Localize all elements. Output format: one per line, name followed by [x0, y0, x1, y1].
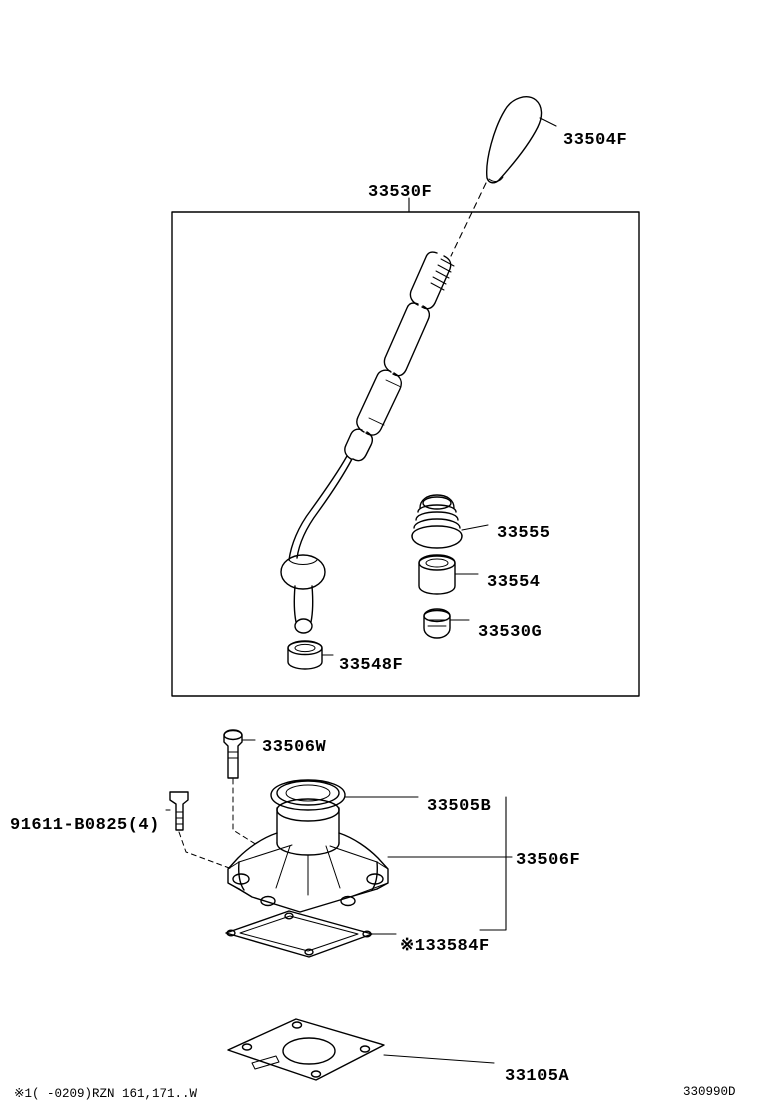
part-label-33506W: 33506W — [262, 738, 327, 757]
part-label-33584F: ※133584F — [400, 937, 490, 956]
footnote-text: ※1( -0209)RZN 161,171..W — [14, 1087, 198, 1101]
part-label-33506F: 33506F — [516, 851, 581, 870]
part-label-33554: 33554 — [487, 573, 541, 592]
drawing-number: 330990D — [683, 1085, 736, 1099]
part-label-33555: 33555 — [497, 524, 551, 543]
part-label-33530G: 33530G — [478, 623, 543, 642]
part-label-91611: 91611-B0825(4) — [10, 816, 160, 835]
part-label-33530F: 33530F — [368, 183, 433, 202]
part-label-33505B: 33505B — [427, 797, 492, 816]
part-label-33105A: 33105A — [505, 1067, 570, 1086]
assembly-frame — [172, 212, 639, 696]
part-label-33548F: 33548F — [339, 656, 404, 675]
part-label-33504F: 33504F — [563, 131, 628, 150]
